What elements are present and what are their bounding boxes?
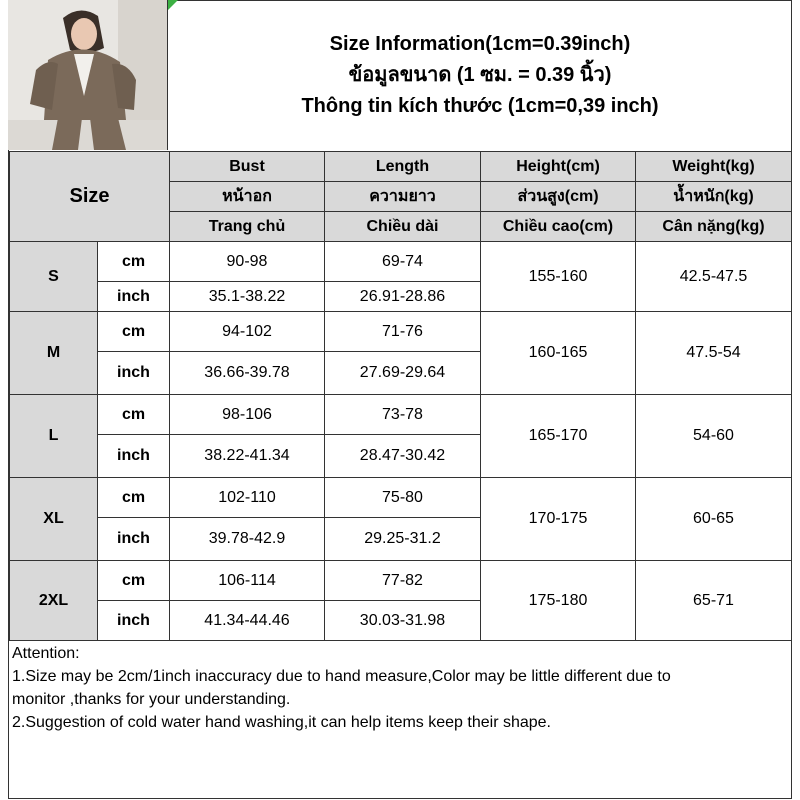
length-inch: 29.25-31.2 bbox=[325, 518, 481, 561]
weight-value: 65-71 bbox=[636, 561, 792, 641]
unit-cm: cm bbox=[98, 561, 170, 601]
size-table bbox=[9, 151, 792, 641]
height-value: 160-165 bbox=[481, 312, 636, 395]
col-length-th: ความยาว bbox=[325, 182, 481, 212]
unit-inch: inch bbox=[98, 601, 170, 641]
length-inch: 28.47-30.42 bbox=[325, 435, 481, 478]
unit-inch: inch bbox=[98, 435, 170, 478]
weight-value: 42.5-47.5 bbox=[636, 242, 792, 312]
col-weight-en: Weight(kg) bbox=[636, 152, 792, 182]
bust-inch: 39.78-42.9 bbox=[170, 518, 325, 561]
col-bust-en: Bust bbox=[170, 152, 325, 182]
bust-inch: 38.22-41.34 bbox=[170, 435, 325, 478]
height-value: 155-160 bbox=[481, 242, 636, 312]
unit-inch: inch bbox=[98, 518, 170, 561]
col-length-en: Length bbox=[325, 152, 481, 182]
unit-cm: cm bbox=[98, 312, 170, 352]
bust-cm: 98-106 bbox=[170, 395, 325, 435]
unit-cm: cm bbox=[98, 478, 170, 518]
size-label: 2XL bbox=[10, 561, 98, 641]
table-row bbox=[10, 395, 792, 435]
bust-cm: 90-98 bbox=[170, 242, 325, 282]
length-inch: 27.69-29.64 bbox=[325, 352, 481, 395]
col-height-en: Height(cm) bbox=[481, 152, 636, 182]
size-label: S bbox=[10, 242, 98, 312]
table-row bbox=[10, 242, 792, 282]
bust-inch: 36.66-39.78 bbox=[170, 352, 325, 395]
attention-heading: Attention: bbox=[12, 645, 80, 662]
bust-cm: 94-102 bbox=[170, 312, 325, 352]
length-cm: 71-76 bbox=[325, 312, 481, 352]
height-value: 170-175 bbox=[481, 478, 636, 561]
length-cm: 73-78 bbox=[325, 395, 481, 435]
unit-cm: cm bbox=[98, 395, 170, 435]
bust-inch: 41.34-44.46 bbox=[170, 601, 325, 641]
size-label: XL bbox=[10, 478, 98, 561]
length-inch: 30.03-31.98 bbox=[325, 601, 481, 641]
col-height-vi: Chiều cao(cm) bbox=[481, 212, 636, 242]
table-row bbox=[10, 312, 792, 352]
height-value: 175-180 bbox=[481, 561, 636, 641]
attention-notes bbox=[12, 642, 788, 734]
col-length-vi: Chiều dài bbox=[325, 212, 481, 242]
title-thai: ข้อมูลขนาด (1 ซม. = 0.39 นิ้ว) bbox=[348, 63, 612, 86]
header-title bbox=[168, 0, 792, 150]
bust-cm: 106-114 bbox=[170, 561, 325, 601]
size-label: L bbox=[10, 395, 98, 478]
product-photo bbox=[8, 0, 168, 150]
col-height-th: ส่วนสูง(cm) bbox=[481, 182, 636, 212]
table-row bbox=[10, 478, 792, 518]
weight-value: 47.5-54 bbox=[636, 312, 792, 395]
length-inch: 26.91-28.86 bbox=[325, 282, 481, 312]
attention-note-1-continued: monitor ,thanks for your understanding. bbox=[12, 691, 291, 708]
table-row bbox=[10, 561, 792, 601]
bust-inch: 35.1-38.22 bbox=[170, 282, 325, 312]
col-bust-vi: Trang chủ bbox=[170, 212, 325, 242]
bust-cm: 102-110 bbox=[170, 478, 325, 518]
length-cm: 75-80 bbox=[325, 478, 481, 518]
size-header: Size bbox=[10, 152, 170, 242]
length-cm: 69-74 bbox=[325, 242, 481, 282]
attention-note-2: 2.Suggestion of cold water hand washing,it can help items keep their shape. bbox=[12, 714, 551, 731]
attention-note-1: 1.Size may be 2cm/1inch inaccuracy due to hand measure,Color may be little different due to bbox=[12, 668, 671, 685]
unit-cm: cm bbox=[98, 242, 170, 282]
col-weight-th: น้ำหนัก(kg) bbox=[636, 182, 792, 212]
title-vietnamese: Thông tin kích thước (1cm=0,39 inch) bbox=[301, 94, 659, 117]
col-bust-th: หน้าอก bbox=[170, 182, 325, 212]
weight-value: 60-65 bbox=[636, 478, 792, 561]
weight-value: 54-60 bbox=[636, 395, 792, 478]
title-english: Size Information(1cm=0.39inch) bbox=[329, 32, 631, 55]
col-weight-vi: Cân nặng(kg) bbox=[636, 212, 792, 242]
unit-inch: inch bbox=[98, 352, 170, 395]
size-label: M bbox=[10, 312, 98, 395]
height-value: 165-170 bbox=[481, 395, 636, 478]
unit-inch: inch bbox=[98, 282, 170, 312]
length-cm: 77-82 bbox=[325, 561, 481, 601]
